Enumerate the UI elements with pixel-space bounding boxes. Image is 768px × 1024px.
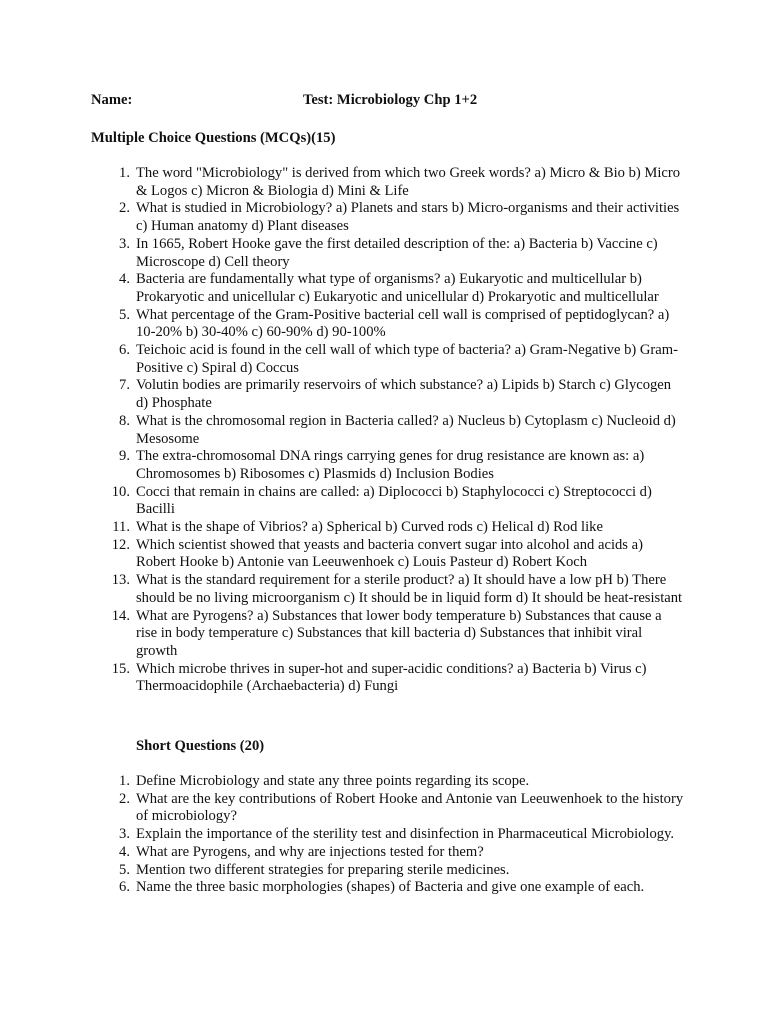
question-number: 2. (119, 790, 130, 807)
mcq-question (108, 165, 686, 200)
short-question (108, 844, 686, 862)
mcq-question (108, 572, 686, 607)
mcq-question (108, 413, 686, 448)
mcq-question (108, 200, 686, 235)
question-text: What is studied in Microbiology? a) Planets and stars b) Micro-organisms and their activities c) Human anatomy d) Plant diseases (136, 200, 680, 235)
question-number: 12. (111, 536, 130, 553)
question-text: The extra-chromosomal DNA rings carrying genes for drug resistance are known as: a) Chromosomes b) Ribosomes c) Plasmids d) Inclusion Bodies (136, 448, 645, 482)
question-text: In 1665, Robert Hooke gave the first detailed description of the: a) Bacteria b) Vaccine c) Microscope d) Cell theory (136, 235, 658, 270)
mcq-question (108, 271, 686, 306)
mcq-question (108, 537, 686, 572)
question-number: 9. (119, 448, 130, 465)
question-number: 6. (119, 342, 130, 359)
mcq-question (108, 377, 686, 412)
question-text: Volutin bodies are primarily reservoirs of which substance? a) Lipids b) Starch c) Glycogen d) Phosphate (136, 377, 672, 412)
question-number: 5. (119, 861, 130, 878)
question-text: What is the shape of Vibrios? a) Spherical b) Curved rods c) Helical d) Rod like (136, 519, 603, 536)
question-number: 1. (119, 165, 130, 181)
question-number: 15. (111, 660, 130, 677)
short-question (108, 879, 686, 897)
question-number: 1. (119, 773, 130, 789)
short-questions-heading: Short Questions (20) (136, 738, 265, 754)
mcq-question (108, 484, 686, 519)
short-question (108, 826, 686, 844)
short-question (108, 791, 686, 826)
question-number: 14. (111, 607, 130, 624)
question-number: 11. (112, 519, 130, 536)
question-text: What is the standard requirement for a sterile product? a) It should have a low pH b) There should be no living microorganism c) It should be in liquid form d) It should be heat-resistant (136, 572, 683, 606)
question-text: The word "Microbiology" is derived from which two Greek words? a) Micro & Bio b) Micro & Logos c) Micron & Biologia d) Mini & Life (136, 165, 681, 199)
mcq-question (108, 448, 686, 483)
name-label: Name: (91, 92, 133, 108)
short-question (108, 862, 686, 880)
question-text: Cocci that remain in chains are called: a) Diplococci b) Staphylococci c) Streptococci d) Bacilli (136, 483, 652, 518)
question-number: 4. (119, 843, 130, 860)
mcq-question (108, 307, 686, 342)
mcq-question-list (108, 165, 686, 696)
question-text: What are the key contributions of Robert Hooke and Antonie van Leeuwenhoek to the history of microbiology? (136, 790, 684, 825)
document-header (91, 92, 691, 112)
question-text: Which scientist showed that yeasts and bacteria convert sugar into alcohol and acids a) Robert Hooke b) Antonie van Leeuwenhoek c) Louis Pasteur d) Robert Koch (136, 536, 643, 571)
question-number: 2. (119, 200, 130, 217)
mcq-question (108, 342, 686, 377)
question-text: Mention two different strategies for preparing sterile medicines. (136, 861, 510, 878)
question-number: 7. (119, 377, 130, 394)
short-question (108, 773, 686, 791)
question-number: 13. (111, 572, 130, 589)
question-number: 4. (119, 271, 130, 288)
short-question-list (108, 773, 686, 897)
question-number: 3. (119, 826, 130, 843)
question-number: 10. (111, 483, 130, 500)
question-text: What are Pyrogens? a) Substances that lower body temperature b) Substances that cause a rise in body temperature c) Substances that kill bacteria d) Substances that inhibit viral growth (136, 607, 662, 659)
mcq-question (108, 236, 686, 271)
mcq-question (108, 661, 686, 696)
question-text: Which microbe thrives in super-hot and super-acidic conditions? a) Bacteria b) Virus c) Thermoacidophile (Archaebacteria) d) Fungi (136, 660, 647, 695)
question-number: 6. (119, 879, 130, 896)
mcq-question (108, 608, 686, 661)
question-text: Teichoic acid is found in the cell wall of which type of bacteria? a) Gram-Negative b) Gram-Positive c) Spiral d) Coccus (136, 342, 678, 376)
question-text: Name the three basic morphologies (shapes) of Bacteria and give one example of each. (136, 879, 645, 896)
mcq-question (108, 519, 686, 537)
question-number: 3. (119, 235, 130, 252)
question-number: 8. (119, 412, 130, 429)
question-text: Define Microbiology and state any three points regarding its scope. (136, 773, 530, 789)
test-title: Test: Microbiology Chp 1+2 (303, 92, 478, 108)
question-text: Bacteria are fundamentally what type of organisms? a) Eukaryotic and multicellular b) Prokaryotic and unicellular c) Eukaryotic and unicellular d) Prokaryotic and multicellular (136, 271, 659, 305)
question-text: What are Pyrogens, and why are injections tested for them? (136, 843, 484, 860)
question-text: What percentage of the Gram-Positive bacterial cell wall is comprised of peptidoglycan? a) 10-20% b) 30-40% c) 60-90% d) 90-100% (136, 306, 670, 341)
question-number: 5. (119, 306, 130, 323)
question-text: What is the chromosomal region in Bacteria called? a) Nucleus b) Cytoplasm c) Nucleoid d) Mesosome (136, 412, 676, 447)
mcq-section-heading: Multiple Choice Questions (MCQs)(15) (91, 130, 336, 146)
question-text: Explain the importance of the sterility test and disinfection in Pharmaceutical Microbiology. (136, 826, 675, 843)
